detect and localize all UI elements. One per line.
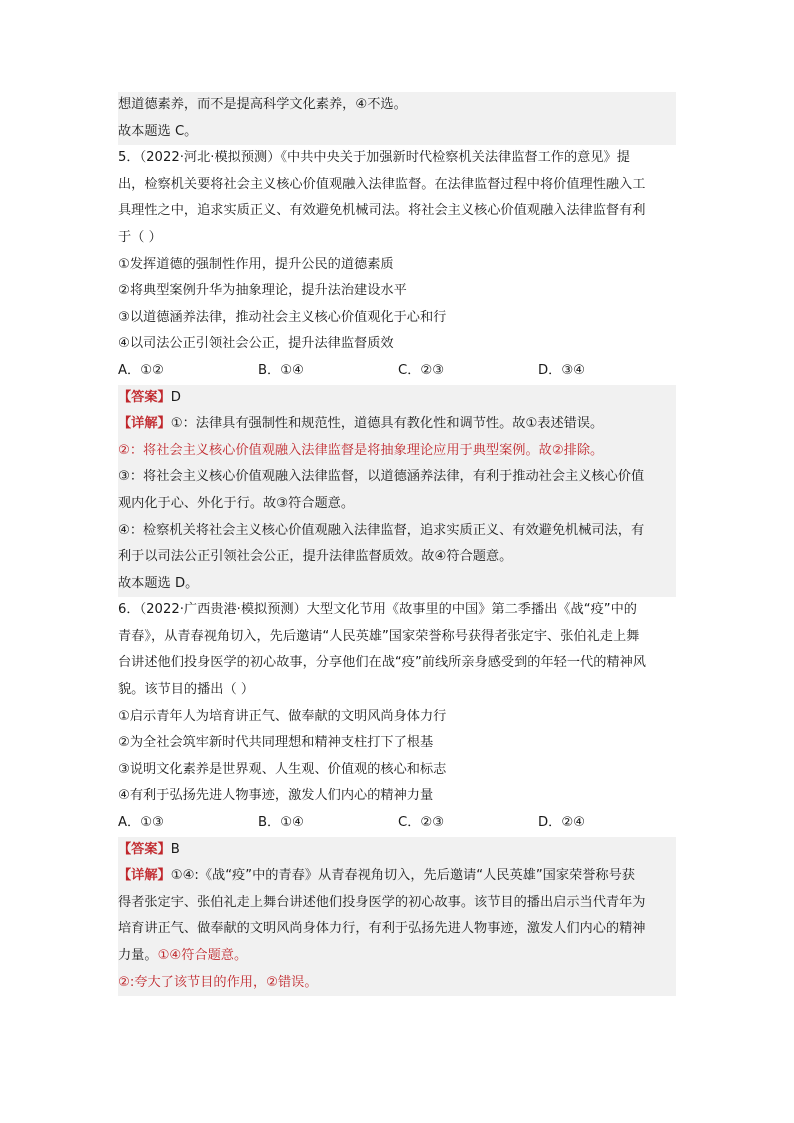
q6-stem-line: 貌。该节目的播出（ ） bbox=[118, 682, 255, 698]
q5-option-b: B．①④ bbox=[258, 362, 304, 378]
q6-detail-1b: 得者张定宇、张伯礼走上舞台讲述他们投身医学的初心故事。该节目的播出启示当代青年为 bbox=[118, 890, 676, 917]
q6-statement-4: ④有利于弘扬先进人物事迹，激发人们内心的精神力量 bbox=[118, 788, 434, 804]
q6-statement-3: ③说明文化素养是世界观、人生观、价值观的核心和标志 bbox=[118, 761, 447, 777]
q5-statement-1: ①发挥道德的强制性作用，提升公民的道德素质 bbox=[118, 256, 394, 272]
q6-detail-2: ②:夸大了该节目的作用，②错误。 bbox=[118, 970, 676, 997]
q6-option-d: D．②④ bbox=[538, 815, 585, 831]
prev-conclusion: 故本题选 C。 bbox=[118, 119, 676, 146]
q6-option-b: B．①④ bbox=[258, 815, 304, 831]
q5-detail-1 bbox=[118, 411, 676, 438]
q5-statement-2: ②将典型案例升华为抽象理论，提升法治建设水平 bbox=[118, 283, 407, 299]
q5-answer bbox=[118, 385, 676, 412]
q5-detail-tag: 【详解】 bbox=[118, 416, 171, 432]
q6-detail-1a bbox=[118, 863, 676, 890]
q6-stem-line: 台讲述他们投身医学的初心故事，分享他们在战“疫”前线所亲身感受到的年轻一代的精神风 bbox=[118, 655, 646, 671]
q5-option-d: D．③④ bbox=[538, 362, 585, 378]
q6-detail-1a-text: ①④:《战“疫”中的青春》从青春视角切入，先后邀请“人民英雄”国家荣誉称号获 bbox=[170, 868, 635, 884]
q5-stem-line: 具理性之中，追求实质正义、有效避免机械司法。将社会主义核心价值观融入法律监督有利 bbox=[118, 203, 646, 219]
prev-explanation-line: 想道德素养，而不是提高科学文化素养，④不选。 bbox=[118, 92, 676, 119]
q5-statement-4: ④以司法公正引领社会公正，提升法律监督质效 bbox=[118, 336, 394, 352]
q5-detail-4a: ④：检察机关将社会主义核心价值观融入法律监督，追求实质正义、有效避免机械司法，有 bbox=[118, 518, 676, 545]
q6-detail-1d bbox=[118, 943, 676, 970]
q6-option-c: C．②③ bbox=[398, 815, 445, 831]
q5-stem-line: 5．（2022·河北·模拟预测）《中共中央关于加强新时代检察机关法律监督工作的意见》提 bbox=[118, 150, 630, 166]
question-5 bbox=[118, 145, 676, 597]
q6-detail-tag: 【详解】 bbox=[118, 868, 171, 884]
q5-detail-1-text: ①：法律具有强制性和规范性，道德具有教化性和调节性。故①表述错误。 bbox=[170, 416, 604, 432]
q6-options bbox=[118, 810, 676, 837]
q5-detail-4b: 利于以司法公正引领社会公正，提升法律监督质效。故④符合题意。 bbox=[118, 544, 676, 571]
q5-stem-line: 出，检察机关要将社会主义核心价值观融入法律监督。在法律监督过程中将价值理性融入工 bbox=[118, 176, 646, 192]
q6-answer-tag: 【答案】 bbox=[118, 841, 171, 857]
q6-answer bbox=[118, 837, 676, 864]
q5-answer-value: D bbox=[170, 389, 181, 405]
q5-answer-tag: 【答案】 bbox=[118, 389, 171, 405]
q5-option-a: A．①② bbox=[118, 362, 164, 378]
q6-answer-value: B bbox=[170, 841, 180, 857]
q5-detail-3b: 观内化于心、外化于行。故③符合题意。 bbox=[118, 491, 676, 518]
q6-detail-1d-text: 力量。 bbox=[118, 948, 158, 963]
q6-statement-1: ①启示青年人为培育讲正气、做奉献的文明风尚身体力行 bbox=[118, 708, 447, 724]
q5-conclusion: 故本题选 D。 bbox=[118, 571, 676, 598]
document-content bbox=[118, 92, 676, 996]
q6-option-a: A．①③ bbox=[118, 815, 164, 831]
q5-statement-3: ③以道德涵养法律，推动社会主义核心价值观化于心和行 bbox=[118, 309, 447, 325]
q5-stem-line: 于（ ） bbox=[118, 229, 162, 245]
q6-detail-1d-red: ①④符合题意。 bbox=[157, 948, 248, 963]
q6-stem-line: 6．（2022·广西贵港·模拟预测）大型文化节用《故事里的中国》第二季播出《战“疫”中的 bbox=[118, 602, 637, 618]
q5-detail-3a: ③：将社会主义核心价值观融入法律监督，以道德涵养法律，有利于推动社会主义核心价值 bbox=[118, 464, 676, 491]
q6-stem-line: 青春》，从青春视角切入，先后邀请“人民英雄”国家荣誉称号获得者张定宇、张伯礼走上舞 bbox=[118, 628, 640, 644]
q5-options bbox=[118, 358, 676, 385]
q6-statement-2: ②为全社会筑牢新时代共同理想和精神支柱打下了根基 bbox=[118, 735, 434, 751]
q5-option-c: C．②③ bbox=[398, 362, 445, 378]
question-6 bbox=[118, 597, 676, 996]
q6-detail-1c: 培育讲正气、做奉献的文明风尚身体力行，有利于弘扬先进人物事迹，激发人们内心的精神 bbox=[118, 916, 676, 943]
q5-detail-2: ②：将社会主义核心价值观融入法律监督是将抽象理论应用于典型案例。故②排除。 bbox=[118, 438, 676, 465]
